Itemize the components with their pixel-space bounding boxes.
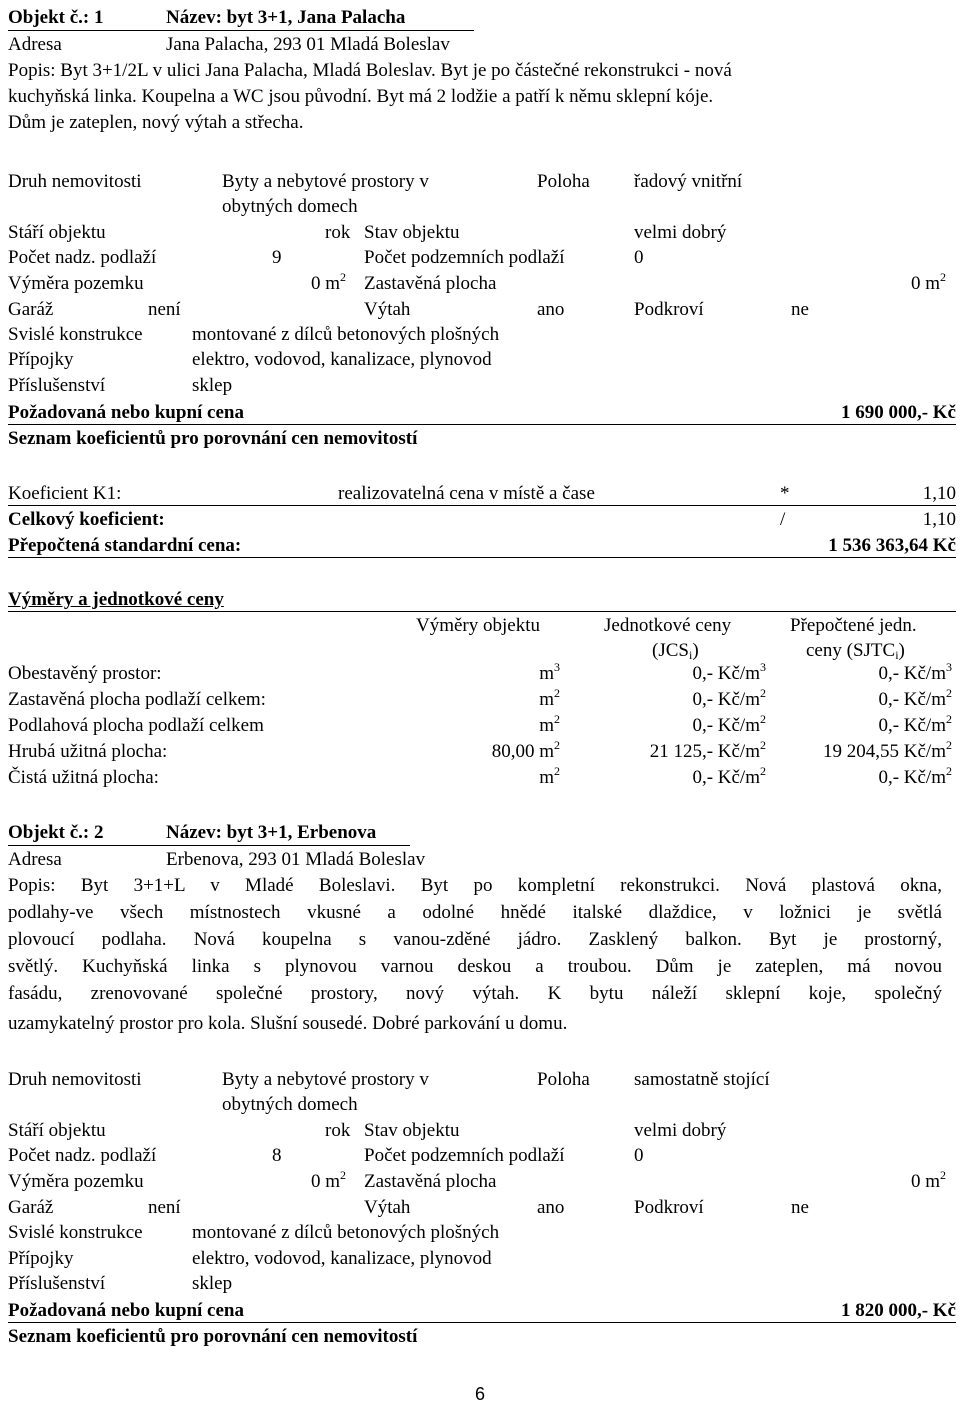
k1-operator: *	[780, 483, 790, 504]
price-label: Požadovaná nebo kupní cena	[8, 402, 244, 423]
areas-row-area: $m^2$	[539, 764, 560, 788]
property-type-cont: obytných domech	[222, 196, 358, 217]
col-header-unit-prices-sub: $(JCS_i)$	[652, 640, 699, 662]
areas-row-area: $m^3$	[539, 660, 560, 684]
areas-row-label: Zastavěná plocha podlaží celkem:	[8, 689, 266, 710]
location-label: Poloha	[537, 1069, 590, 1090]
utilities-label: Přípojky	[8, 1248, 74, 1269]
attic: ne	[791, 299, 809, 320]
object-2-description-line: uzamykatelný prostor pro kola. Slušní sousedé. Dobré parkování u domu.	[8, 1013, 568, 1034]
built-area-label: Zastavěná plocha	[364, 1171, 497, 1192]
page-number: 6	[475, 1384, 486, 1404]
attic-label: Podkroví	[634, 299, 704, 320]
recalculated-price-line	[8, 557, 956, 558]
object-2-label: Objekt č.: 2	[8, 822, 104, 843]
underground-floors: 0	[634, 1145, 644, 1166]
object-2-address-label: Adresa	[8, 849, 62, 870]
elevator: ano	[537, 1197, 565, 1218]
object-1-address-label: Adresa	[8, 34, 62, 55]
object-2-description-line: světlý. Kuchyňská linka s plynovou varnou deskou a troubou. Dům je zateplen, má novou	[8, 956, 942, 977]
k1-line	[8, 505, 956, 506]
attic: ne	[791, 1197, 809, 1218]
property-type: Byty a nebytové prostory v	[222, 1069, 429, 1090]
floors-label: Počet nadz. podlaží	[8, 247, 157, 268]
structure-label: Svislé konstrukce	[8, 1222, 143, 1243]
areas-row-recalc-price: 19 204,55 $Kč/m^2$	[823, 738, 952, 762]
areas-heading: Výměry a jednotkové ceny	[8, 589, 224, 610]
areas-row-recalc-price: 0,- $Kč/m^3$	[878, 660, 952, 684]
property-type-cont: obytných domech	[222, 1094, 358, 1115]
col-header-recalc-prices-sub: ceny $(SJTC_i)$	[806, 640, 905, 662]
elevator: ano	[537, 299, 565, 320]
structure: montované z dílců betonových plošných	[192, 1222, 500, 1243]
object-2-underline	[8, 845, 410, 846]
price: 1 820 000,- Kč	[840, 1300, 956, 1321]
underground-floors: 0	[634, 247, 644, 268]
object-2-description-line: podlahy-ve všech místnostech vkusné a odolné hnědé italské dlaždice, v ložnici je světlá	[8, 902, 942, 923]
structure-label: Svislé konstrukce	[8, 324, 143, 345]
recalculated-price: 1 536 363,64 Kč	[828, 535, 956, 556]
garage: není	[148, 1197, 181, 1218]
k1-label: Koeficient K1:	[8, 483, 122, 504]
land-area: 0 $m^2$	[311, 270, 347, 294]
areas-line	[8, 611, 956, 612]
age-label: Stáří objektu	[8, 222, 106, 243]
condition: velmi dobrý	[634, 1120, 727, 1141]
age-value: rok	[325, 222, 351, 243]
accessories-label: Příslušenství	[8, 375, 106, 396]
condition-label: Stav objektu	[364, 222, 460, 243]
utilities: elektro, vodovod, kanalizace, plynovod	[192, 349, 492, 370]
object-2-name: Název: byt 3+1, Erbenova	[166, 822, 377, 843]
property-type-label: Druh nemovitosti	[8, 1069, 142, 1090]
areas-row-area: 80,00 $m^2$	[491, 738, 560, 762]
age-value: rok	[325, 1120, 351, 1141]
price-line	[8, 424, 956, 425]
areas-row-label: Čistá užitná plocha:	[8, 767, 159, 788]
k1-value: 1,10	[922, 483, 956, 504]
floors: 9	[272, 247, 282, 268]
location: samostatně stojící	[634, 1069, 770, 1090]
areas-row-recalc-price: 0,- $Kč/m^2$	[878, 764, 952, 788]
areas-row-unit-price: 0,- $Kč/m^3$	[692, 660, 766, 684]
object-2-description-line: Popis: Byt 3+1+L v Mladé Boleslavi. Byt po kompletní rekonstrukci. Nová plastová okna,	[8, 875, 942, 896]
areas-row-area: $m^2$	[539, 686, 560, 710]
areas-row-area: $m^2$	[539, 712, 560, 736]
object-1-description-line: Dům je zateplen, nový výtah a střecha.	[8, 112, 304, 133]
areas-row-label: Obestavěný prostor:	[8, 663, 162, 684]
underground-floors-label: Počet podzemních podlaží	[364, 1145, 565, 1166]
elevator-label: Výtah	[364, 1197, 411, 1218]
areas-row-label: Podlahová plocha podlaží celkem	[8, 715, 264, 736]
col-header-areas: Výměry objektu	[416, 615, 541, 636]
floors: 8	[272, 1145, 282, 1166]
object-1-name: Název: byt 3+1, Jana Palacha	[166, 7, 406, 28]
object-2-description-line: plovoucí podlaha. Nová koupelna s vanou-zděné jádro. Zasklený balkon. Byt je prostorný,	[8, 929, 942, 950]
object-2-description-line: fasádu, zrenovované společné prostory, nový výtah. K bytu náleží sklepní koje, společný	[8, 983, 942, 1004]
price-label: Požadovaná nebo kupní cena	[8, 1300, 244, 1321]
garage: není	[148, 299, 181, 320]
condition-label: Stav objektu	[364, 1120, 460, 1141]
property-type: Byty a nebytové prostory v	[222, 171, 429, 192]
k1-description: realizovatelná cena v místě a čase	[338, 483, 595, 504]
total-coefficient-label: Celkový koeficient:	[8, 509, 165, 530]
price: 1 690 000,- Kč	[840, 402, 956, 423]
areas-row-recalc-price: 0,- $Kč/m^2$	[878, 686, 952, 710]
land-area-label: Výměra pozemku	[8, 1171, 144, 1192]
total-coefficient-operator: /	[780, 509, 786, 530]
accessories: sklep	[192, 375, 233, 396]
utilities: elektro, vodovod, kanalizace, plynovod	[192, 1248, 492, 1269]
price-line	[8, 1322, 956, 1323]
built-area-label: Zastavěná plocha	[364, 273, 497, 294]
age-label: Stáří objektu	[8, 1120, 106, 1141]
areas-row-unit-price: 0,- $Kč/m^2$	[692, 712, 766, 736]
areas-row-unit-price: 21 125,- $Kč/m^2$	[649, 738, 766, 762]
areas-row-label: Hrubá užitná plocha:	[8, 741, 168, 762]
object-2-address: Erbenova, 293 01 Mladá Boleslav	[166, 849, 426, 870]
utilities-label: Přípojky	[8, 349, 74, 370]
coefficients-heading: Seznam koeficientů pro porovnání cen nemovitostí	[8, 428, 418, 449]
location-label: Poloha	[537, 171, 590, 192]
object-1-description-line: kuchyňská linka. Koupelna a WC jsou původní. Byt má 2 lodžie a patří k němu sklepní kóje.	[8, 86, 714, 107]
garage-label: Garáž	[8, 1197, 54, 1218]
areas-row-unit-price: 0,- $Kč/m^2$	[692, 686, 766, 710]
areas-row-unit-price: 0,- $Kč/m^2$	[692, 764, 766, 788]
object-1-label: Objekt č.: 1	[8, 7, 104, 28]
structure: montované z dílců betonových plošných	[192, 324, 500, 345]
land-area: 0 $m^2$	[311, 1168, 347, 1192]
coefficients-heading: Seznam koeficientů pro porovnání cen nemovitostí	[8, 1326, 418, 1347]
elevator-label: Výtah	[364, 299, 411, 320]
location: řadový vnitřní	[634, 171, 743, 192]
garage-label: Garáž	[8, 299, 54, 320]
condition: velmi dobrý	[634, 222, 727, 243]
accessories: sklep	[192, 1273, 233, 1294]
object-1-address: Jana Palacha, 293 01 Mladá Boleslav	[166, 34, 450, 55]
total-coefficient-value: 1,10	[922, 509, 956, 530]
accessories-label: Příslušenství	[8, 1273, 106, 1294]
areas-row-recalc-price: 0,- $Kč/m^2$	[878, 712, 952, 736]
land-area-label: Výměra pozemku	[8, 273, 144, 294]
underground-floors-label: Počet podzemních podlaží	[364, 247, 565, 268]
built-area: 0 $m^2$	[911, 270, 947, 294]
col-header-unit-prices: Jednotkové ceny	[604, 615, 732, 636]
col-header-recalc-prices: Přepočtené jedn.	[790, 615, 917, 636]
property-type-label: Druh nemovitosti	[8, 171, 142, 192]
object-1-underline	[8, 30, 474, 31]
recalculated-price-label: Přepočtená standardní cena:	[8, 535, 242, 556]
built-area: 0 $m^2$	[911, 1168, 947, 1192]
attic-label: Podkroví	[634, 1197, 704, 1218]
object-1-description-line: Popis: Byt 3+1/2L v ulici Jana Palacha, Mladá Boleslav. Byt je po částečné rekonstrukci - nová	[8, 60, 732, 81]
floors-label: Počet nadz. podlaží	[8, 1145, 157, 1166]
